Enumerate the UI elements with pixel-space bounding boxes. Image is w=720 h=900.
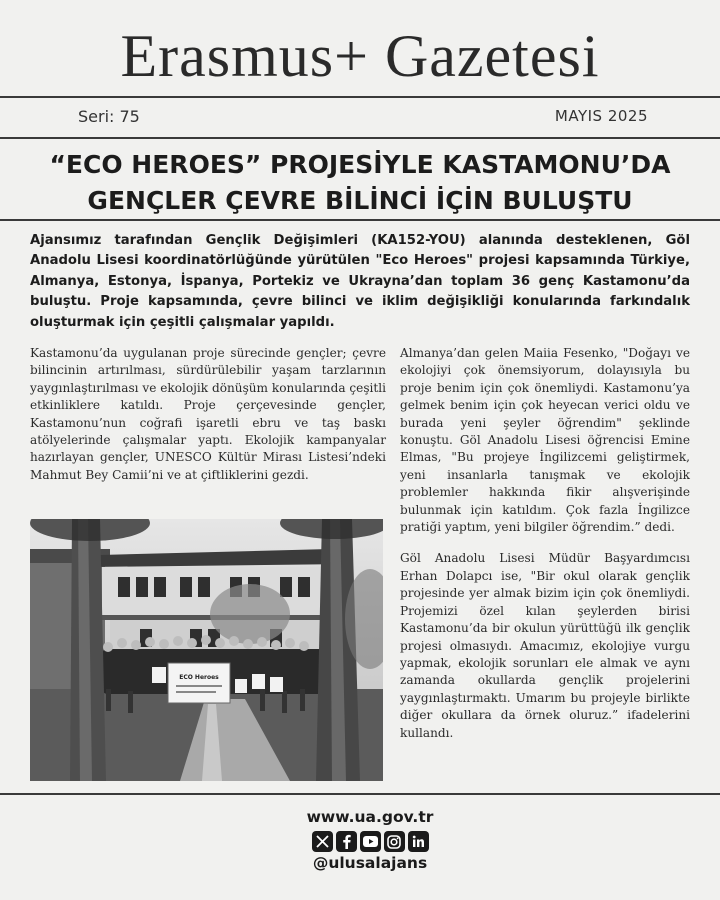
body-column-left [30,345,386,498]
footer [290,808,450,872]
youtube-icon[interactable] [360,831,381,852]
facebook-icon[interactable] [336,831,357,852]
article-headline: “ECO HEROES” PROJESİYLE KASTAMONU’DA GENÇLER ÇEVRE BİLİNCİ İÇİN BULUŞTU [49,150,671,215]
group-photo [30,519,383,781]
body-column-right [400,345,690,756]
photo-banner-text: ECO Heroes [179,674,219,681]
series-number: Seri: 75 [78,107,140,126]
instagram-icon[interactable] [384,831,405,852]
article-lead: Ajansımız tarafından Gençlik Değişimleri (KA152-YOU) alanında desteklenen, Göl Anadolu Lisesi koordinatörlüğünde yürütülen "Eco Heroes" projesi kapsamında Türkiye, Almanya, Estonya, İspanya, Portekiz ve Ukrayna’dan toplam 36 genç Kastamonu’da buluştu. Proje kapsamında, çevre bilinci ve iklim değişikliği konularında farkındalık oluşturmak için çeşitli çalışmalar yapıldı. [30,233,690,330]
headline-rule-bottom [0,219,720,221]
group-photo-image [30,519,383,781]
body-paragraph: Göl Anadolu Lisesi Müdür Başyardımcısı Erhan Dolapcı ise, "Bir okul olarak gençlik projesinde yer almak bizim için çok önemliydi. Projemizi özel kılan şeylerden birisi Kastamonu’da bir okulun yürüttüğü ilk gençlik projesi olmasıydı. Amacımız, ekolojiye vurgu yapmak, ekolojik sorunları ele almak ve aynı zamanda okullarda gençlik projelerini yaygınlaştırmaktı. Umarım bu projeyle birlikte diğer okullara da örnek oluruz.” ifadelerini kullandı. [400,551,690,740]
meta-rule-bottom [0,137,720,139]
masthead-title: Erasmus+ Gazetesi [120,23,600,89]
website-link[interactable]: www.ua.gov.tr [306,808,434,826]
issue-date: MAYIS 2025 [554,107,648,125]
masthead-rule-bottom [0,96,720,98]
linkedin-icon[interactable] [408,831,429,852]
footer-rule [0,793,720,795]
x-icon[interactable] [312,831,333,852]
social-handle[interactable]: @ulusalajans [312,854,428,872]
body-paragraph: Almanya’dan gelen Maiia Fesenko, "Doğayı ve ekolojiyi çok önemsiyorum, dolayısıyla bu proje benim için çok önemliydi. Kastamonu’ya gelmek benim için çok heyecan verici oldu ve burada yeni şeyler öğrendim" şeklinde konuştu. Göl Anadolu Lisesi öğrencisi Emine Elmas, "Bu projeye İngilizcemi geliştirmek, yeni insanlarla tanışmak ve ekolojik problemler hakkında fikir alışverişinde bulunmak için katıldım. Çok fazla İngilizce pratiği yaptım, yeni bilgiler öğrendim.” dedi. [400,346,690,535]
social-icons [290,831,450,852]
body-paragraph: Kastamonu’da uygulanan proje sürecinde gençler; çevre bilincinin artırılması, sürdürülebilir yaşam tarzlarının yaygınlaştırılması ve ekolojik dönüşüm konularında çeşitli etkinliklere katıldı. Proje çerçevesinde gençler, Kastamonu’nun coğrafi işaretli ebru ve taş baskı atölyelerinde çalışmalar yaptı. Ekolojik kampanyalar hazırlayan gençler, UNESCO Kültür Mirası Listesi’ndeki Mahmut Bey Camii’ni ve at çiftliklerini gezdi. [30,346,386,482]
